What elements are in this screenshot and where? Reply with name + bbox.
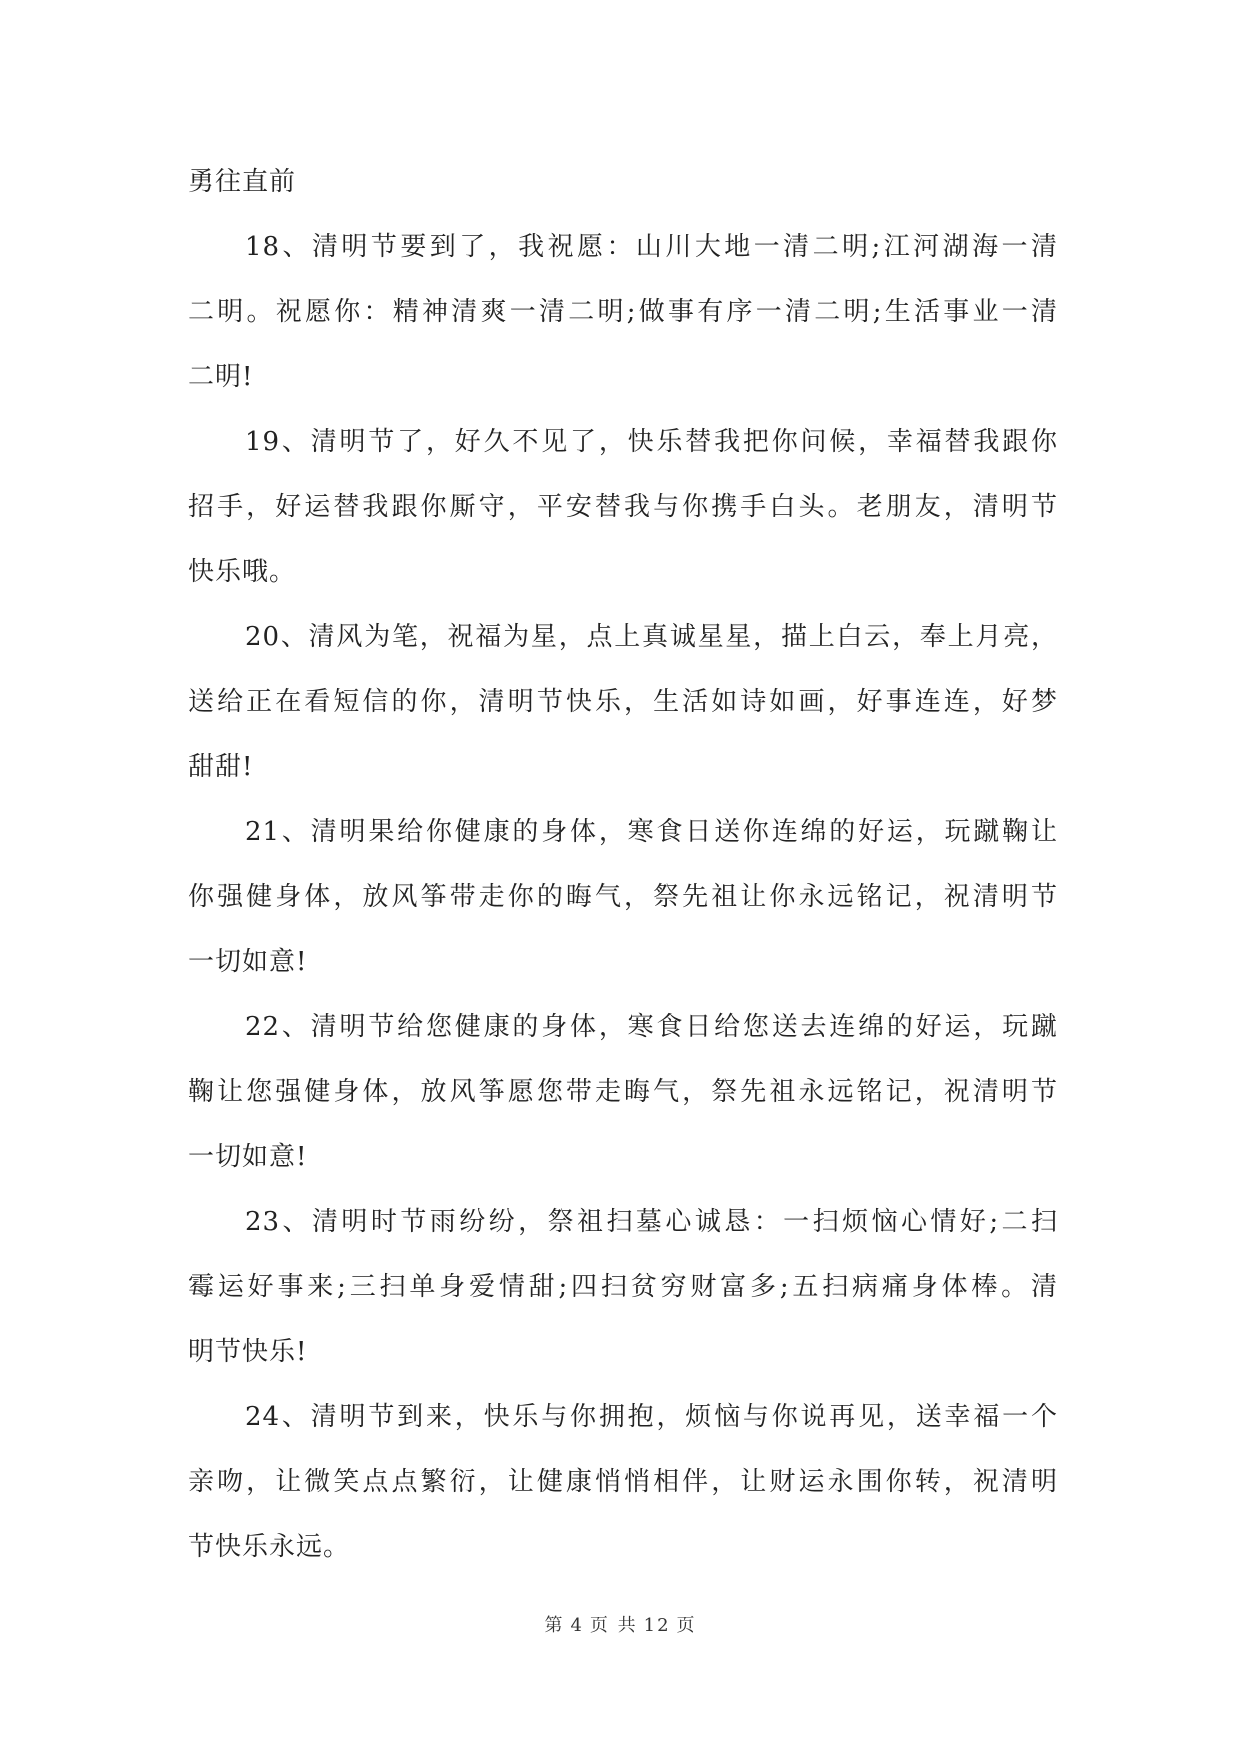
paragraph-line: 20、清风为笔，祝福为星，点上真诚星星，描上白云，奉上月亮， [245,622,1058,652]
paragraph-line: 一切如意! [188,1142,308,1172]
paragraph-line: 节快乐永远。 [188,1532,351,1562]
paragraph-line: 19、清明节了，好久不见了，快乐替我把你问候，幸福替我跟你 [245,427,1058,457]
paragraph-line: 22、清明节给您健康的身体，寒食日给您送去连绵的好运，玩蹴 [245,1012,1058,1042]
paragraph-line: 24、清明节到来，快乐与你拥抱，烦恼与你说再见，送幸福一个 [245,1402,1058,1432]
paragraph-line: 鞠让您强健身体，放风筝愿您带走晦气，祭先祖永远铭记，祝清明节 [188,1077,1058,1107]
footer-prefix: 第 [544,1615,565,1636]
paragraph-line: 18、清明节要到了，我祝愿：山川大地一清二明;江河湖海一清 [245,232,1058,262]
footer-suffix: 页 [676,1615,697,1636]
paragraph-line: 23、清明时节雨纷纷，祭祖扫墓心诚恳：一扫烦恼心情好;二扫 [245,1207,1058,1237]
paragraph-line: 亲吻，让微笑点点繁衍，让健康悄悄相伴，让财运永围你转，祝清明 [188,1467,1058,1497]
paragraph-line: 明节快乐! [188,1337,308,1367]
document-body [188,150,1058,1580]
footer-total-pages: 12 [643,1615,671,1636]
paragraph-line: 送给正在看短信的你，清明节快乐，生活如诗如画，好事连连，好梦 [188,687,1058,717]
footer-page-number: 4 [570,1615,584,1636]
paragraph-line: 二明。祝愿你：精神清爽一清二明;做事有序一清二明;生活事业一清 [188,297,1058,327]
page-footer [0,1611,1241,1637]
paragraph-line: 你强健身体，放风筝带走你的晦气，祭先祖让你永远铭记，祝清明节 [188,882,1058,912]
footer-middle: 页 共 [589,1615,638,1636]
paragraph-line: 快乐哦。 [188,557,297,587]
paragraph-line: 招手，好运替我跟你厮守，平安替我与你携手白头。老朋友，清明节 [188,492,1058,522]
paragraph-line: 二明! [188,362,254,392]
paragraph-line: 一切如意! [188,947,308,977]
paragraph-line: 甜甜! [188,752,254,782]
paragraph-line: 霉运好事来;三扫单身爱情甜;四扫贫穷财富多;五扫病痛身体棒。清 [188,1272,1058,1302]
paragraph-line: 勇往直前 [188,167,297,197]
paragraph-line: 21、清明果给你健康的身体，寒食日送你连绵的好运，玩蹴鞠让 [245,817,1058,847]
